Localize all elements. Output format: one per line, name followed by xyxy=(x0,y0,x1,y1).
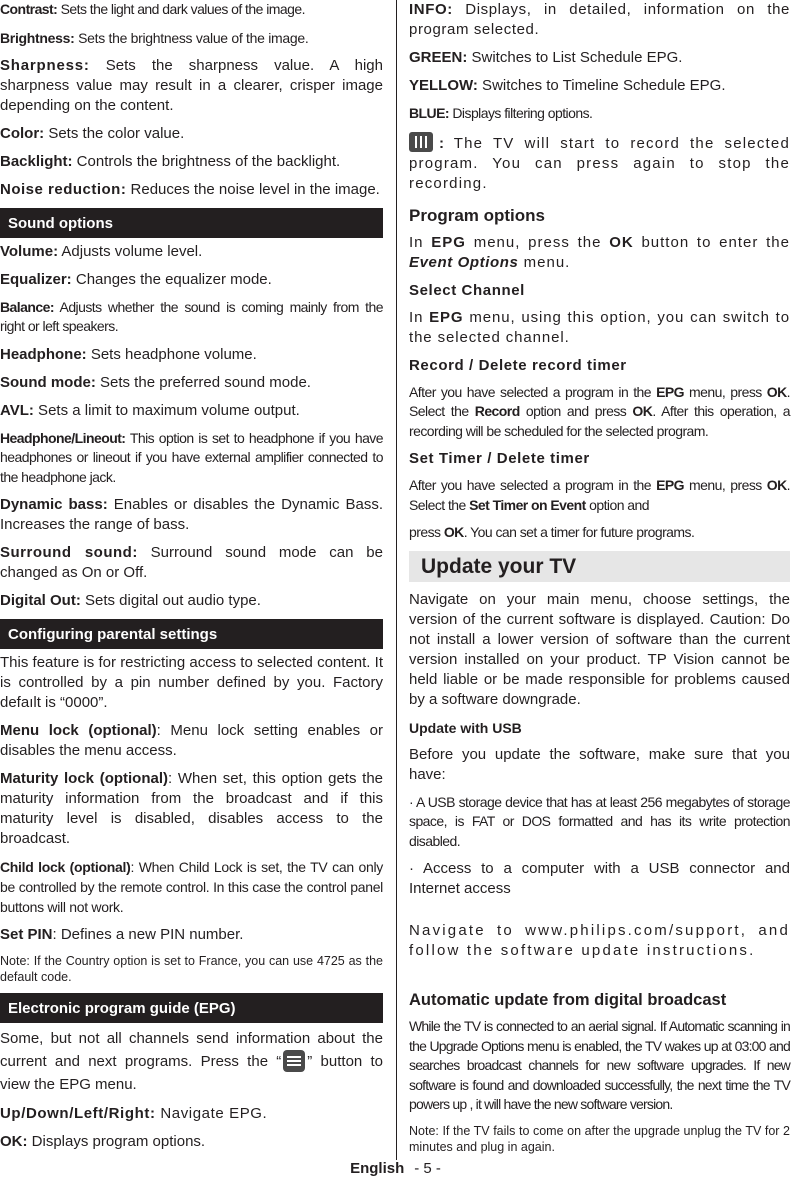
set-timer-text: After you have selected a program in the EPG menu, press OK. Select the Set Timer on Event option and xyxy=(409,477,791,513)
sound-mode-item: Sound mode: Sets the preferred sound mode. xyxy=(0,373,311,391)
record-icon xyxy=(409,132,433,152)
set-pin-item: Set PIN: Defines a new PIN number. xyxy=(0,926,244,943)
volume-item: Volume: Adjusts volume level. xyxy=(0,242,203,260)
select-channel-heading: Select Channel xyxy=(409,281,525,299)
green-item: GREEN: Switches to List Schedule EPG. xyxy=(409,49,683,66)
menu-lock-item: Menu lock (optional): Menu lock setting enables or disables the menu access. xyxy=(0,722,383,759)
automatic-update-text: While the TV is connected to an aerial signal. If Automatic scanning in the Upgrade Options menu is enabled, the TV wakes up at 03:00 and searches broadcast channels for new software upgrades. If new software is found and downloaded successfully, the next time the TV powers up , it will have the new software version. xyxy=(409,1018,790,1112)
update-intro: Navigate on your main menu, choose settings, the version of the current software is displayed. Caution: Do not install a lower version of software than the current version installed on your product. TP Vision cannot be held liable or be made responsible for problems caused by a software downgrade. xyxy=(409,590,790,708)
yellow-item: YELLOW: Switches to Timeline Schedule EPG. xyxy=(409,77,726,94)
navigate-item: Up/Down/Left/Right: Navigate EPG. xyxy=(0,1105,268,1122)
blue-item: BLUE: Displays filtering options. xyxy=(409,105,593,121)
upgrade-note: Note: If the TV fails to come on after the upgrade unplug the TV for 2 minutes and plug in again. xyxy=(409,1123,790,1154)
france-note: Note: If the Country option is set to France, you can use 4725 as the default code. xyxy=(0,954,383,984)
headphone-lineout-item: Headphone/Lineout: This option is set to headphone if you have headphones or lineout if you have external amplifier connected to the headphone jack. xyxy=(0,429,383,485)
color-item: Color: Sets the color value. xyxy=(0,124,185,142)
backlight-item: Backlight: Controls the brightness of the backlight. xyxy=(0,152,341,170)
child-lock-item: Child lock (optional): When Child Lock is set, the TV can only be controlled by the remote control. In this case the control panel buttons will not work. xyxy=(0,859,383,915)
program-options-text: In EPG menu, press the OK button to enter the Event Options menu. xyxy=(409,233,790,271)
usb-requirement-2: · Access to a computer with a USB connector and Internet access xyxy=(409,860,790,897)
automatic-update-heading: Automatic update from digital broadcast xyxy=(409,991,727,1009)
info-item: INFO: Displays, in detailed, information on the program selected. xyxy=(409,1,790,38)
noise-reduction-item: Noise reduction: Reduces the noise level in the image. xyxy=(0,180,380,198)
maturity-lock-item: Maturity lock (optional): When set, this option gets the maturity information from the broadcast and if this maturity level is disabled, disables access to the broadcast. xyxy=(0,770,384,847)
equalizer-item: Equalizer: Changes the equalizer mode. xyxy=(0,270,272,288)
program-options-heading: Program options xyxy=(409,205,546,225)
balance-item: Balance: Adjusts whether the sound is coming mainly from the right or left speakers. xyxy=(0,298,383,334)
usb-before-text: Before you update the software, make sure that you have: xyxy=(409,745,790,783)
column-divider xyxy=(396,0,397,1160)
epg-intro: Some, but not all channels send information about the current and next programs. Press the “ ” button to view the EPG menu. xyxy=(0,1030,384,1093)
contrast-item: Contrast: Sets the light and dark values of the image. xyxy=(0,1,305,17)
usb-heading: Update with USB xyxy=(409,719,522,736)
page-footer xyxy=(0,1160,791,1177)
parental-intro: This feature is for restricting access to selected content. It is controlled by a pin number defined by you. Factory defaılt is “0000”. xyxy=(0,654,383,711)
right-column xyxy=(409,0,790,1163)
left-column xyxy=(0,0,383,1160)
headphone-item: Headphone: Sets headphone volume. xyxy=(0,345,257,363)
footer-language: English xyxy=(350,1160,405,1177)
menu-icon xyxy=(283,1050,305,1072)
select-channel-text: In EPG menu, using this option, you can switch to the selected channel. xyxy=(409,308,790,346)
brightness-item: Brightness: Sets the brightness value of the image. xyxy=(0,29,309,46)
navigate-url-text: Navigate to www.philips.com/support, and follow the software update instructions. xyxy=(409,922,790,959)
page-number: - 5 - xyxy=(414,1160,441,1177)
update-tv-heading: Update your TV xyxy=(409,551,790,582)
record-timer-text: After you have selected a program in the EPG menu, press OK. Select the Record option and press OK. After this operation, a recording will be scheduled for the selected program. xyxy=(409,383,791,439)
sound-options-heading: Sound options xyxy=(0,208,383,238)
epg-heading: Electronic program guide (EPG) xyxy=(0,993,383,1023)
digital-out-item: Digital Out: Sets digital out audio type. xyxy=(0,592,261,609)
avl-item: AVL: Sets a limit to maximum volume output. xyxy=(0,401,300,419)
sharpness-item: Sharpness: Sets the sharpness value. A high sharpness value may result in a clearer, crisper image depending on the content. xyxy=(0,56,383,114)
set-timer-heading: Set Timer / Delete timer xyxy=(409,450,590,467)
ok-item: OK: Displays program options. xyxy=(0,1133,206,1150)
dynamic-bass-item: Dynamic bass: Enables or disables the Dynamic Bass. Increases the range of bass. xyxy=(0,496,383,533)
set-timer-text-2: press OK. You can set a timer for future programs. xyxy=(409,524,695,540)
record-timer-heading: Record / Delete record timer xyxy=(409,356,627,374)
surround-sound-item: Surround sound: Surround sound mode can be changed as On or Off. xyxy=(0,544,383,581)
record-item: : The TV will start to record the selected program. You can press again to stop the recording. xyxy=(409,132,790,194)
parental-settings-heading: Configuring parental settings xyxy=(0,619,383,649)
usb-requirement-1: · A USB storage device that has at least 256 megabytes of storage space, is FAT or DOS formatted and has its write protection disabled. xyxy=(409,793,790,849)
